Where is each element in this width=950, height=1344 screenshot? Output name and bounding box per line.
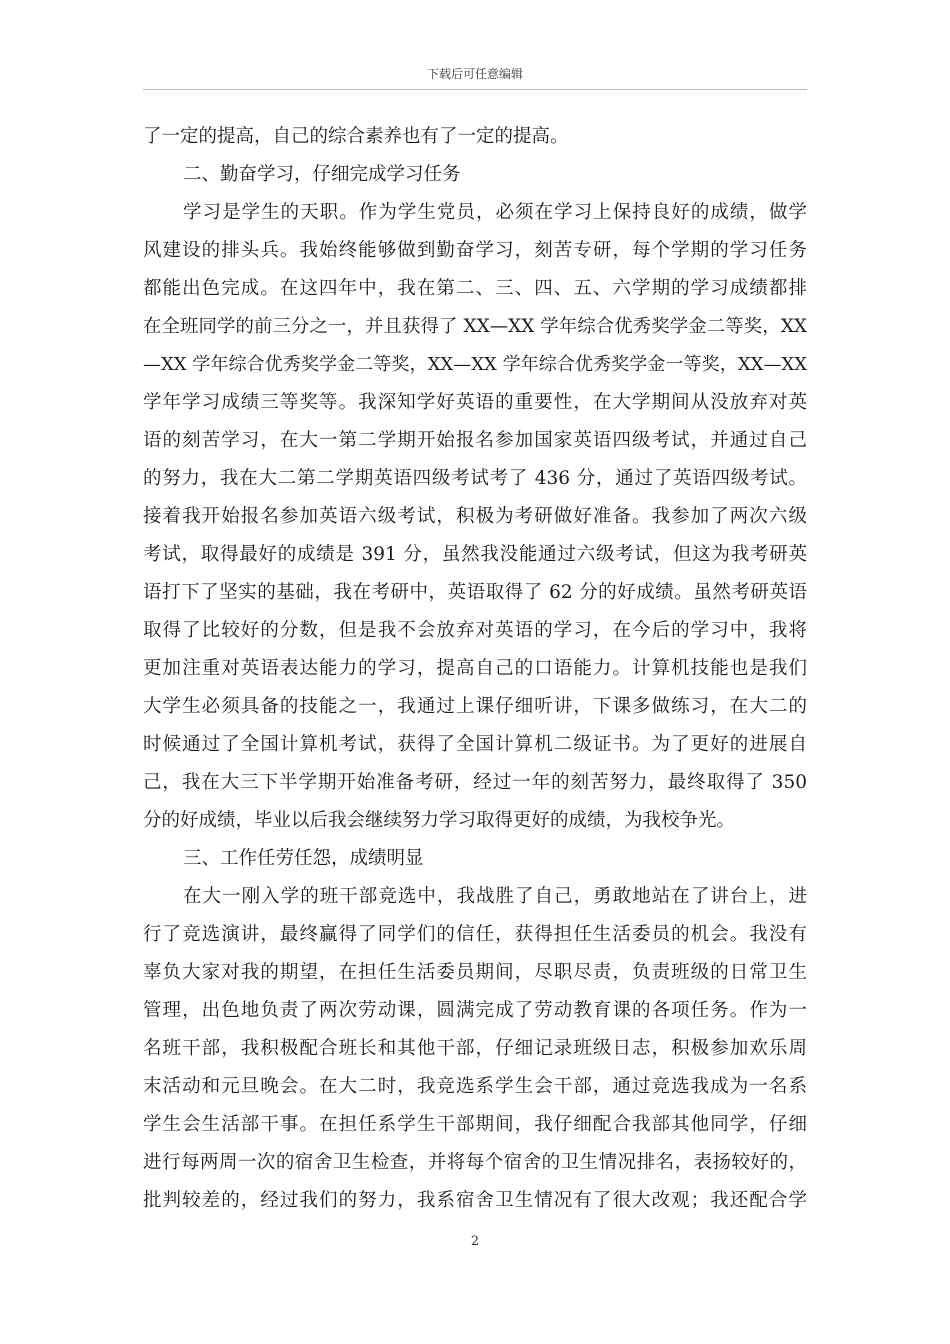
paragraph-line: 了一定的提高，自己的综合素养也有了一定的提高。 [143,126,569,147]
paragraph-line: 学习是学生的天职。作为学生党员，必须在学习上保持良好的成绩，做学 [183,202,807,223]
section-heading: 二、勤奋学习，仔细完成学习任务 [183,164,461,185]
paragraph-line: 末活动和元旦晚会。在大二时，我竞选系学生会干部，通过竞选我成为一名系 [143,1076,807,1097]
section-heading: 三、工作任劳任怨，成绩明显 [183,848,424,869]
paragraph-line: 风建设的排头兵。我始终能够做到勤奋学习，刻苦专研，每个学期的学习任务 [143,240,807,261]
page-number: 2 [470,1234,480,1249]
paragraph-line: 己，我在大三下半学期开始准备考研，经过一年的刻苦努力，最终取得了 350 [143,772,807,793]
paragraph-line: 语打下了坚实的基础，我在考研中，英语取得了 62 分的好成绩。虽然考研英语 [143,582,807,603]
document-body [143,118,807,1220]
paragraph-line: 在全班同学的前三分之一，并且获得了 XX—XX 学年综合优秀奖学金二等奖，XX [143,316,807,337]
paragraph-line: 更加注重对英语表达能力的学习，提高自己的口语能力。计算机技能也是我们 [143,658,807,679]
paragraph-line: 取得了比较好的分数，但是我不会放弃对英语的学习，在今后的学习中，我将 [143,620,807,641]
paragraph-line: 分的好成绩，毕业以后我会继续努力学习取得更好的成绩，为我校争光。 [143,810,736,831]
paragraph-line: 在大一刚入学的班干部竞选中，我战胜了自己，勇敢地站在了讲台上，进 [183,886,807,907]
paragraph-line: 名班干部，我积极配合班长和其他干部，仔细记录班级日志，积极参加欢乐周 [143,1038,807,1059]
paragraph-line: 管理，出色地负责了两次劳动课，圆满完成了劳动教育课的各项任务。作为一 [143,1000,807,1021]
paragraph-line: 学生会生活部干事。在担任系学生干部期间，我仔细配合我部其他同学，仔细 [143,1114,807,1135]
paragraph-line: 学年学习成绩三等奖等。我深知学好英语的重要性，在大学期间从没放弃对英 [143,392,807,413]
paragraph-line: 时候通过了全国计算机考试，获得了全国计算机二级证书。为了更好的进展自 [143,734,807,755]
paragraph-line: 语的刻苦学习，在大一第二学期开始报名参加国家英语四级考试，并通过自己 [143,430,807,451]
paragraph-line: 批判较差的，经过我们的努力，我系宿舍卫生情况有了很大改观；我还配合学 [143,1190,807,1211]
paragraph-line: —XX 学年综合优秀奖学金二等奖，XX—XX 学年综合优秀奖学金一等奖，XX—XX [143,354,807,375]
paragraph-line: 大学生必须具备的技能之一，我通过上课仔细听讲，下课多做练习，在大二的 [143,696,807,717]
paragraph-line: 行了竞选演讲，最终赢得了同学们的信任，获得担任生活委员的机会。我没有 [143,924,807,945]
paragraph-line: 进行每两周一次的宿舍卫生检查，并将每个宿舍的卫生情况排名，表扬较好的， [143,1152,807,1173]
paragraph-line: 的努力，我在大二第二学期英语四级考试考了 436 分，通过了英语四级考试。 [143,468,807,489]
header-divider [143,89,807,90]
paragraph-line: 辜负大家对我的期望，在担任生活委员期间，尽职尽责，负责班级的日常卫生 [143,962,807,983]
paragraph-line: 都能出色完成。在这四年中，我在第二、三、四、五、六学期的学习成绩都排 [143,278,807,299]
paragraph-line: 接着我开始报名参加英语六级考试，积极为考研做好准备。我参加了两次六级 [143,506,807,527]
page-header: 下载后可任意编辑 [426,67,523,81]
paragraph-line: 考试，取得最好的成绩是 391 分，虽然我没能通过六级考试，但这为我考研英 [143,544,807,565]
